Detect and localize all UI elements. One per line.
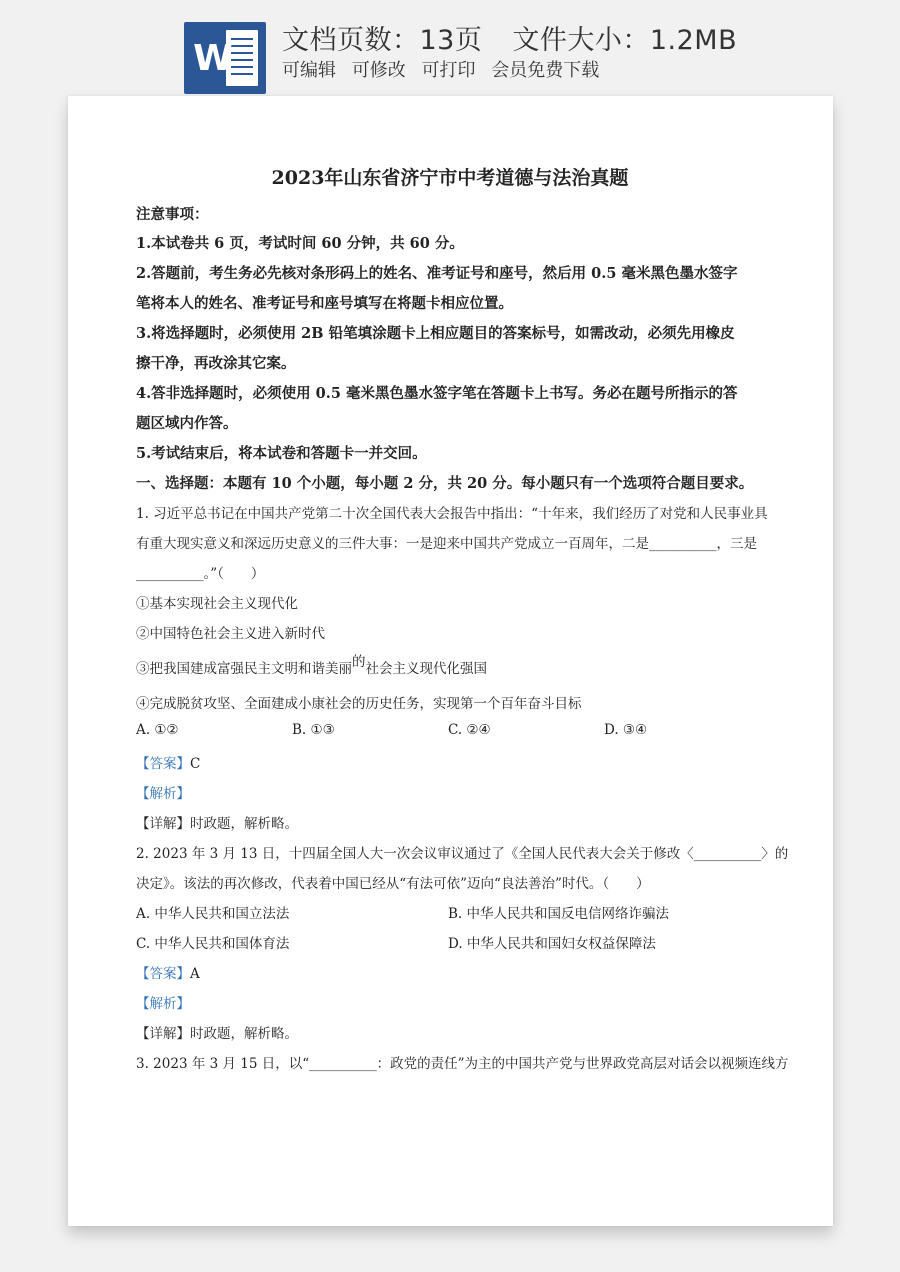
document-title: 2023年山东省济宁市中考道德与法治真题 (271, 167, 629, 189)
q1-stem: __________。”（ ） (136, 566, 265, 582)
page-count: 文档页数：13页 (282, 25, 483, 56)
document-page (68, 96, 833, 1226)
section-heading: 一、选择题：本题有 10 个小题，每小题 2 分，共 20 分。每小题只有一个选项符合题目要求。 (136, 475, 754, 492)
q2-option-b: B. 中华人民共和国反电信网络诈骗法 (448, 906, 670, 922)
feature-member-download: 会员免费下载 (491, 60, 600, 81)
notice-line: 4.答非选择题时，必须使用 0.5 毫米黑色墨水签字笔在答题卡上书写。务必在题号所指示的答 (136, 385, 738, 402)
q2-option-c: C. 中华人民共和国体育法 (136, 936, 290, 952)
q1-option-d: D. ③④ (604, 722, 648, 738)
q1-option-c: C. ②④ (448, 722, 491, 738)
q2-option-a: A. 中华人民共和国立法法 (136, 906, 290, 922)
q1-stem: 有重大现实意义和深远历史意义的三件大事：一是迎来中国共产党成立一百周年，二是__________，三是 (136, 536, 757, 552)
q1-analysis: 【解析】 (136, 786, 190, 802)
q1-stem: 1. 习近平总书记在中国共产党第二十次全国代表大会报告中指出：“十年来，我们经历了对党和人民事业具 (136, 506, 768, 522)
q2-stem: 2. 2023 年 3 月 13 日，十四届全国人大一次会议审议通过了《全国人民代表大会关于修改〈__________〉的 (136, 846, 789, 862)
q2-detail: 【详解】时政题，解析略。 (136, 1026, 298, 1042)
q1-item-4: ④完成脱贫攻坚、全面建成小康社会的历史任务，实现第一个百年奋斗目标 (136, 696, 582, 712)
word-document-icon: W (184, 22, 266, 94)
feature-list (282, 56, 609, 82)
download-banner (0, 0, 900, 100)
q1-answer: 【答案】C (136, 756, 201, 772)
banner-title (282, 18, 737, 57)
q2-stem: 决定》。该法的再次修改，代表着中国已经从“有法可依”迈向“良法善治”时代。（ ） (136, 876, 650, 892)
notice-line: 题区域内作答。 (136, 415, 238, 432)
notice-line: 3.将选择题时，必须使用 2B 铅笔填涂题卡上相应题目的答案标号，如需改动，必须先用橡皮 (136, 325, 735, 342)
q1-item-2: ②中国特色社会主义进入新时代 (136, 626, 325, 642)
notice-line: 2.答题前，考生务必先核对条形码上的姓名、准考证号和座号，然后用 0.5 毫米黑色墨水签字 (136, 265, 738, 282)
feature-printable: 可打印 (421, 60, 476, 81)
q1-detail: 【详解】时政题，解析略。 (136, 816, 298, 832)
q2-option-d: D. 中华人民共和国妇女权益保障法 (448, 936, 656, 952)
notice-line: 1.本试卷共 6 页，考试时间 60 分钟，共 60 分。 (136, 235, 464, 252)
feature-editable: 可编辑 (282, 60, 336, 81)
notice-heading: 注意事项： (136, 206, 209, 223)
notice-line: 5.考试结束后，将本试卷和答题卡一并交回。 (136, 445, 427, 462)
q1-item-1: ①基本实现社会主义现代化 (136, 596, 298, 612)
q2-answer: 【答案】A (136, 966, 200, 982)
q2-analysis: 【解析】 (136, 996, 190, 1012)
q1-option-b: B. ①③ (292, 722, 335, 738)
q3-stem: 3. 2023 年 3 月 15 日，以“__________：政党的责任”为主的中国共产党与世界政党高层对话会以视频连线方 (136, 1056, 789, 1072)
q1-option-a: A. ①② (136, 722, 179, 738)
notice-line: 笔将本人的姓名、准考证号和座号填写在将题卡相应位置。 (136, 295, 513, 312)
q1-item-3: ③把我国建成富强民主文明和谐美丽的社会主义现代化强国 (136, 654, 487, 677)
notice-line: 擦干净，再改涂其它案。 (136, 355, 296, 372)
feature-modifiable: 可修改 (351, 60, 406, 81)
file-size: 文件大小：1.2MB (512, 25, 738, 56)
